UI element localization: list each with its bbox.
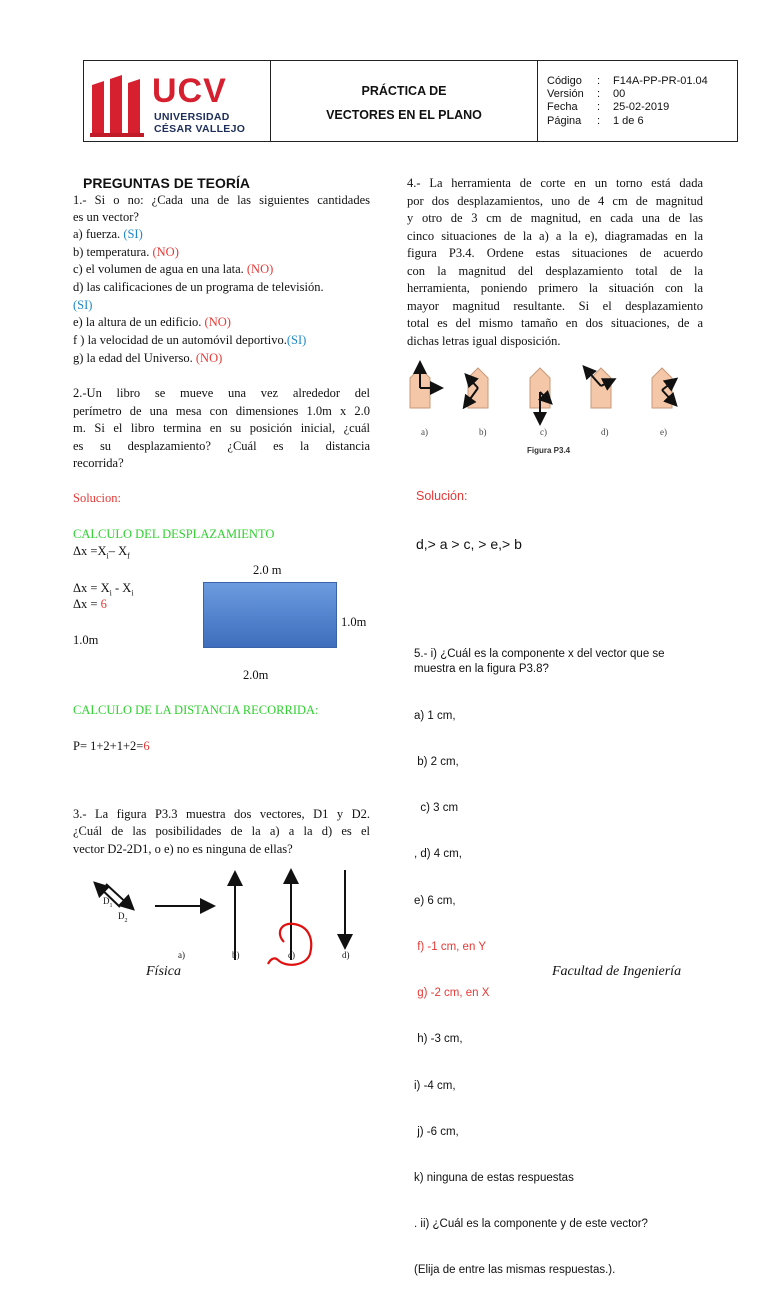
fig-label-c: c) (288, 950, 295, 960)
document-header: UCV UNIVERSIDAD CÉSAR VALLEJO PRÁCTICA DE VECTORES EN EL PLANO Código : F14A-PP-PR-01.04 Versión : 00 Fecha : 25-02-2019 Página : 1 de 6 (83, 60, 738, 142)
q4-line10: dichas letras igual disposición. (407, 334, 561, 348)
logo-acronym: UCV (152, 72, 227, 110)
q2-line2: perímetro de una mesa con dimensiones 1.0m x 2.0 (73, 404, 370, 418)
q4-solution-label: Solución: (416, 489, 468, 503)
fig4-label-c: c) (540, 427, 547, 437)
fig-label-a: a) (178, 950, 185, 960)
ucv-logo (90, 71, 260, 137)
fig4-label-d: d) (601, 427, 609, 437)
q5-line2: muestra en la figura P3.8? (414, 663, 549, 675)
q2-eq1: $\Delta x =X_i-$ $X_f$ (73, 544, 130, 561)
fig-label-d: d) (342, 950, 350, 960)
tool-c (530, 368, 550, 422)
q5-option: e) 6 cm, (414, 894, 456, 907)
q5-line1: 5.- i) ¿Cuál es la componente x del vector que se (414, 648, 665, 660)
q5-options (414, 678, 648, 1294)
q1-item-a: a) fuerza. (SI) (73, 227, 143, 241)
q4-answer: d,> a > c, > e,> b (416, 536, 522, 552)
q5-option: i) -4 cm, (414, 1079, 456, 1092)
dim-left: 1.0m (73, 633, 99, 647)
figure-p3-4 (405, 360, 705, 430)
fig-d2-label: $D_2$ (118, 911, 128, 924)
fig-label-b: b) (232, 950, 240, 960)
dim-bottom: 2.0m (243, 668, 269, 682)
tool-d (585, 368, 613, 408)
q2-eq2: $\Delta x = X_i - X_i$ (73, 581, 134, 598)
q5-option: a) 1 cm, (414, 709, 456, 722)
q1-item-e: e) la altura de un edificio. (NO) (73, 315, 231, 329)
q1-item-g: g) la edad del Universo. (NO) (73, 351, 223, 365)
q1-item-c: c) el volumen de agua en una lata. (NO) (73, 262, 274, 276)
q2-line3: m. Si el libro termina en su posición inicial, ¿cuál (73, 421, 370, 435)
q5-option: b) 2 cm, (414, 756, 459, 769)
q2-line4: es su desplazamiento? ¿Cuál es la distancia (73, 439, 370, 453)
q2-solution-label: Solucion: (73, 491, 121, 505)
dim-right: 1.0m (341, 615, 367, 629)
q1-item-b: b) temperatura. (NO) (73, 245, 179, 259)
q5-option-red: f) -1 cm, en Y (414, 940, 487, 953)
q4-line1: 4.- La herramienta de corte en un torno está dada (407, 176, 703, 190)
q1-line1: 1.- Si o no: ¿Cada una de las siguientes cantidades (73, 193, 370, 207)
q5-option: c) 3 cm (414, 802, 459, 815)
q4-line4: cinco situaciones de la a) a la e), diagramadas en la (407, 229, 703, 243)
q4-line2: por dos desplazamientos, uno de 4 cm de magnitud (407, 194, 703, 208)
q5-option: , d) 4 cm, (414, 848, 462, 861)
q4-line5: figura P3.4. Ordene estas situaciones de acuerdo (407, 246, 703, 260)
logo-line1: UNIVERSIDAD (154, 111, 230, 123)
footer-right: Facultad de Ingeniería (552, 964, 682, 979)
q5-option: (Elija de entre las mismas respuestas.). (414, 1264, 616, 1277)
q2-eq3: Δx = 6 (73, 597, 107, 611)
q3-line1: 3.- La figura P3.3 muestra dos vectores, D1 y D2. (73, 807, 370, 821)
fig4-label-b: b) (479, 427, 487, 437)
q2-calc-disp-title: CALCULO DEL DESPLAZAMIENTO (73, 527, 275, 541)
q1-item-d: d) las calificaciones de un programa de televisión. (73, 280, 324, 294)
q5-option: . ii) ¿Cuál es la componente y de este vector? (414, 1218, 648, 1231)
fig4-label-a: a) (421, 427, 428, 437)
tool-e (652, 368, 675, 408)
table-rectangle (203, 582, 337, 648)
q4-line6: con la magnitud del desplazamiento total de la (407, 264, 703, 278)
q1-item-f: f ) la velocidad de un automóvil deportivo.(SI) (73, 333, 307, 347)
q1-item-d-ans: (SI) (73, 298, 93, 312)
section-title: PREGUNTAS DE TEORÍA (83, 175, 250, 191)
doc-title-line2: VECTORES EN EL PLANO (326, 108, 482, 122)
footer-left: Física (146, 964, 181, 979)
q5-option: k) ninguna de estas respuestas (414, 1172, 574, 1184)
q5-option: j) -6 cm, (414, 1125, 459, 1138)
q4-line7: herramienta, poniendo primero la situación con la (407, 281, 703, 295)
fig-d1-label: $D_1$ (103, 896, 113, 909)
fig4-caption: Figura P3.4 (527, 446, 571, 455)
q5-option-red: g) -2 cm, en X (414, 987, 490, 1000)
q2-line5: recorrida? (73, 456, 124, 470)
q3-line3: vector D2-2D1, o e) no es ninguna de ellas? (73, 842, 293, 856)
doc-title-line1: PRÁCTICA DE (361, 84, 447, 98)
q4-line8: mayor magnitud resultante. Si el desplazamiento (407, 299, 703, 313)
q4-line3: y otro de 3 cm de magnitud, en cada una de las (407, 211, 703, 225)
logo-line2: CÉSAR VALLEJO (154, 123, 246, 135)
tool-b (465, 368, 490, 408)
q2-line1: 2.-Un libro se mueve una vez alrededor del (73, 386, 370, 400)
q1-line2: es un vector? (73, 210, 139, 224)
q5-option: h) -3 cm, (414, 1033, 463, 1046)
q2-p-eq: P= 1+2+1+2=6 (73, 739, 150, 753)
dim-top: 2.0 m (253, 563, 282, 577)
q3-line2: ¿Cuál de las posibilidades de la a) a la d) es el (73, 824, 370, 838)
fig4-label-e: e) (660, 427, 667, 437)
q2-calc-dist-title: CALCULO DE LA DISTANCIA RECORRIDA: (73, 703, 319, 717)
tool-a (410, 364, 440, 408)
q4-line9: total es del mismo tamaño en dos situaciones, de a (407, 316, 703, 330)
